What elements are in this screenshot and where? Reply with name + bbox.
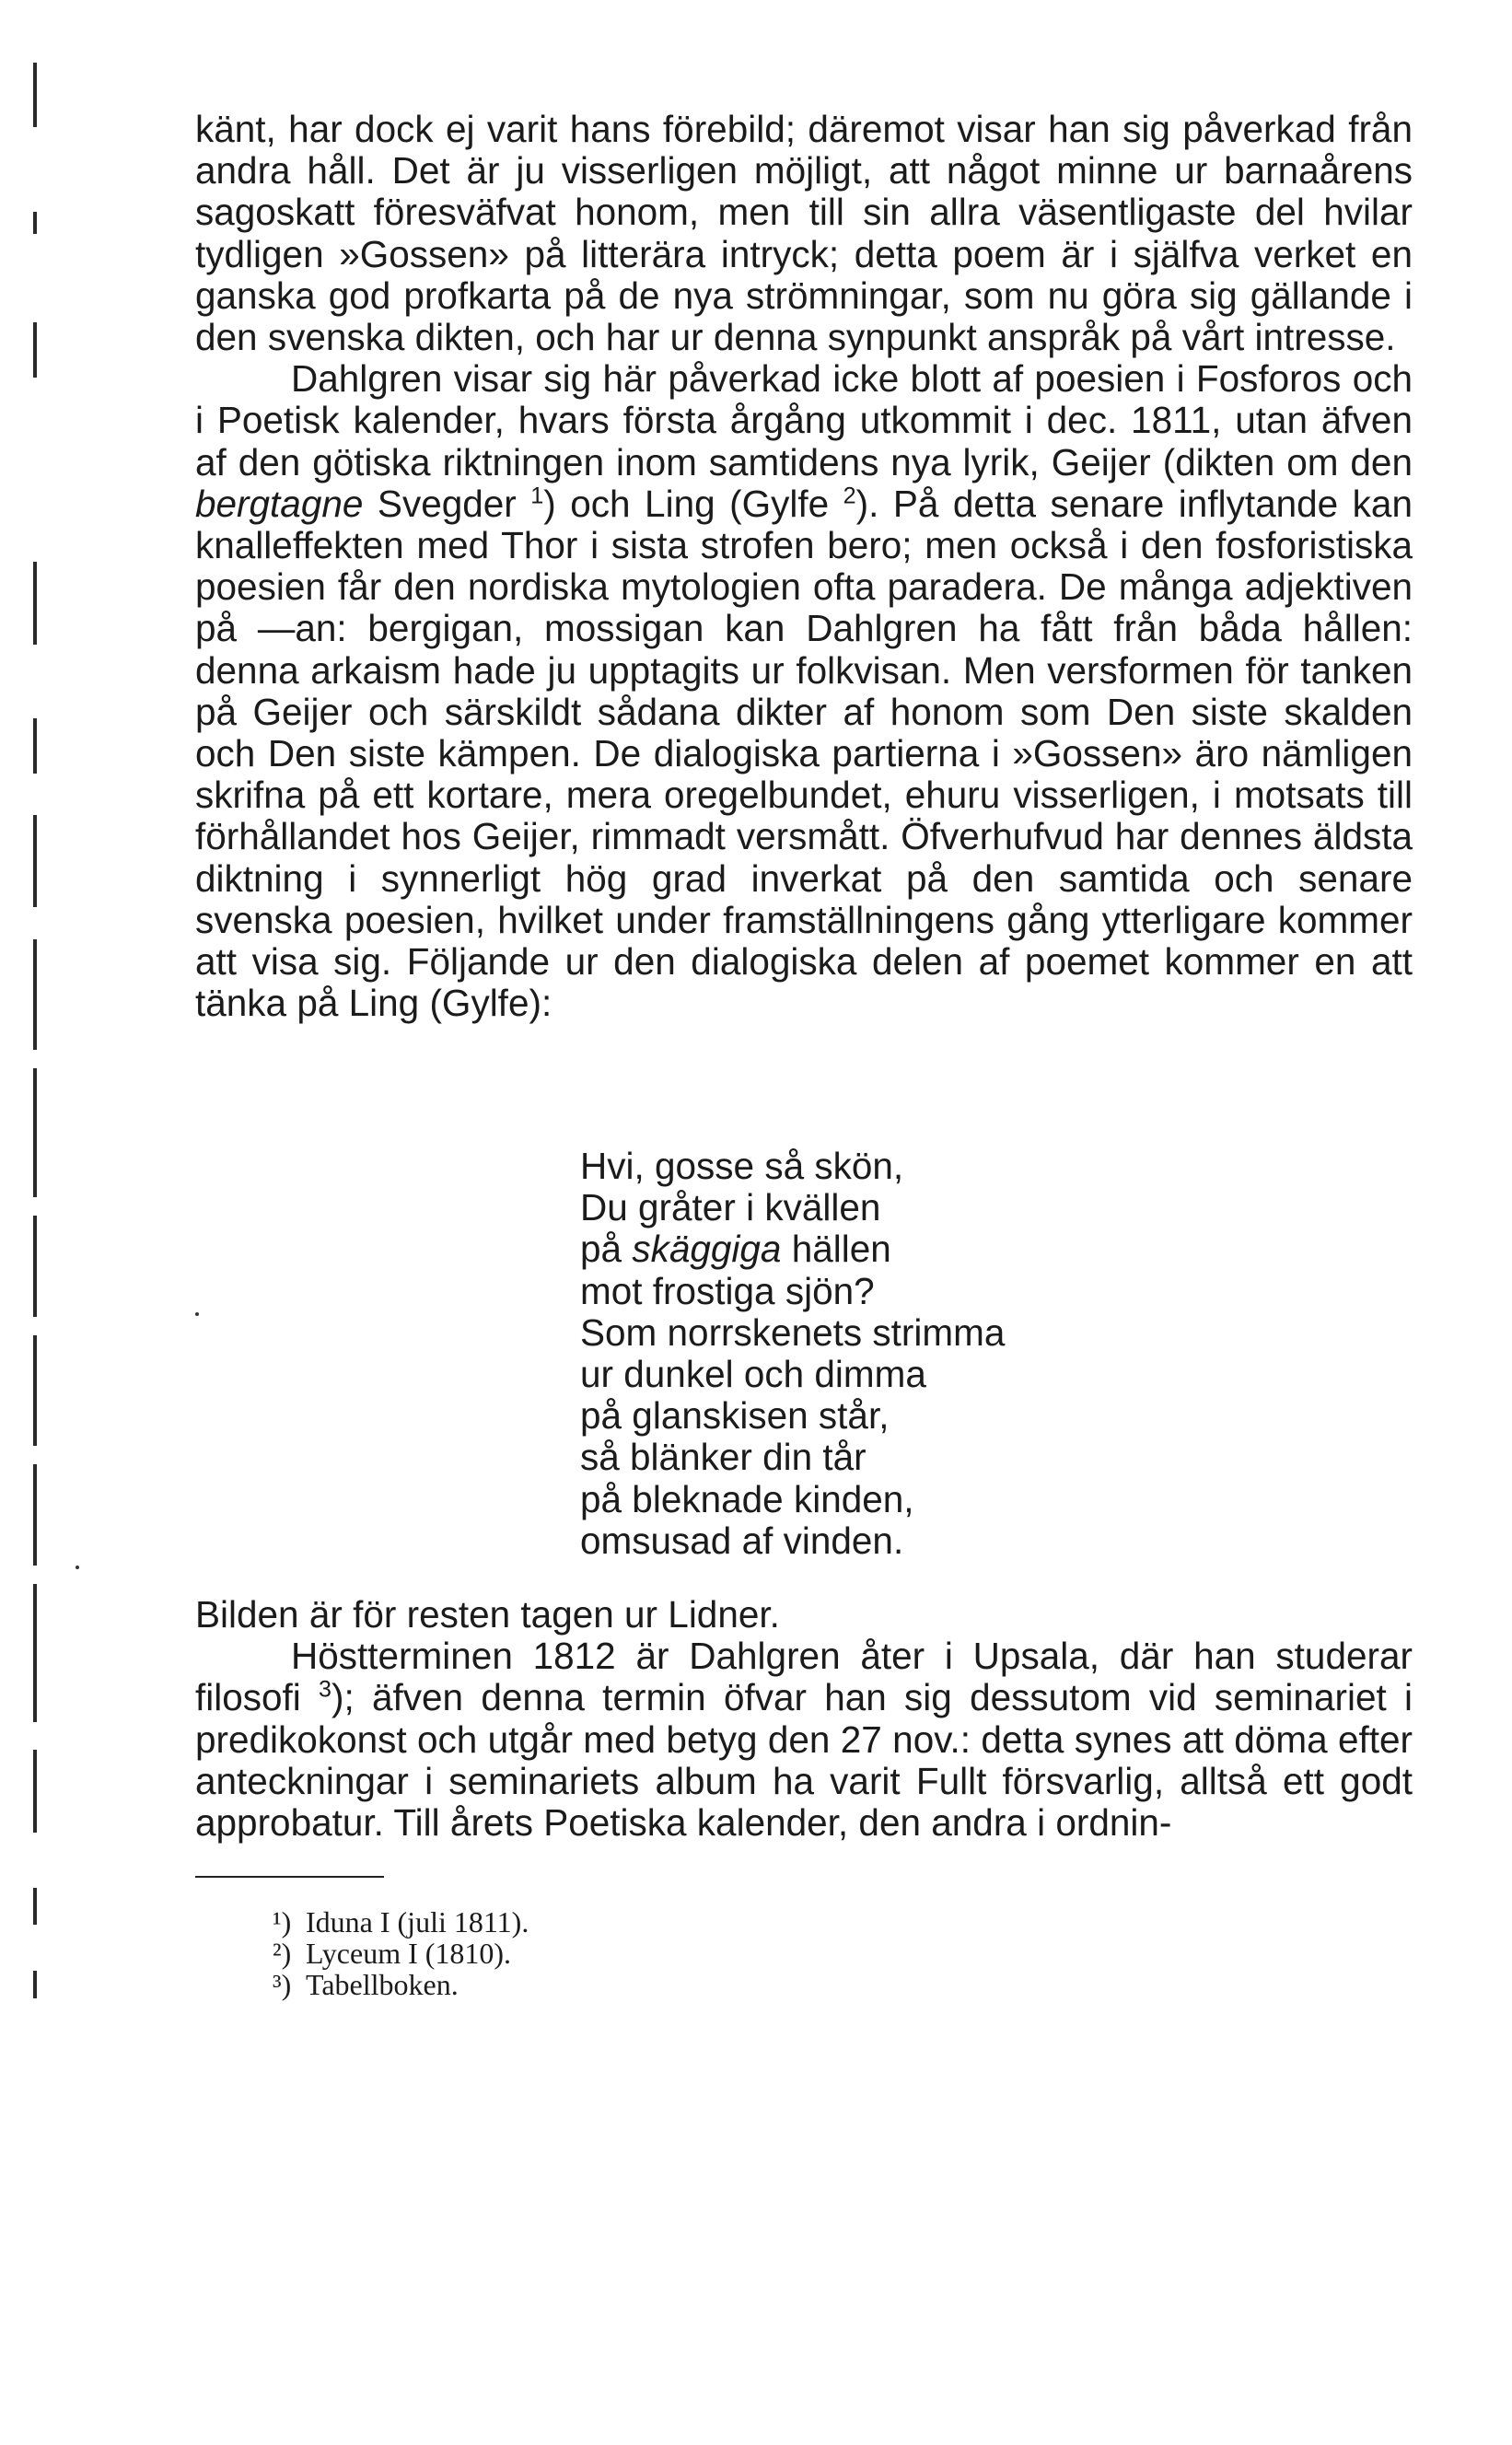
scan-speck	[76, 1566, 79, 1569]
scan-edge-mark	[33, 815, 37, 907]
paragraph-2-text-c: ) och Ling (Gylfe	[543, 482, 843, 525]
scan-edge-mark	[33, 1335, 37, 1446]
scan-edge-mark	[33, 1584, 37, 1722]
poem-line: Du gråter i kvällen	[580, 1186, 881, 1229]
poem-italic-word: skäggiga	[632, 1228, 782, 1271]
poem-line: så blänker din tår	[580, 1436, 866, 1479]
closing-text	[195, 1594, 1413, 1844]
paragraph-2-text-b: Svegder	[363, 482, 531, 525]
scan-edge-mark	[33, 1464, 37, 1566]
scan-edge-mark	[33, 562, 37, 645]
footnote-mark: ¹)	[273, 1905, 292, 1939]
paragraph-1-text: känt, har dock ej varit hans förebild; däremot visar han sig påverkad från andra håll. Det är ju visserligen möjligt, att något minne ur barnaårens sagoskatt föresväfvat honom, men till sin allra väsentligaste del hvilar tydligen »Gossen» på litterära intryck; detta poem är i själfva verket en ganska god profkarta på de nya strömningar, som nu göra sig gällande i den svenska dikten, och har ur denna synpunkt anspråk på vårt intresse.	[195, 108, 1413, 359]
poem-quote	[580, 1146, 1005, 1562]
footnote-ref-2: 2	[843, 483, 856, 509]
scan-speck	[195, 1312, 199, 1316]
main-text	[195, 109, 1413, 1024]
footnote-text: Tabellboken.	[306, 1968, 459, 2001]
paragraph-3: Bilden är för resten tagen ur Lidner.	[195, 1593, 780, 1636]
poem-line: ur dunkel och dimma	[580, 1353, 926, 1396]
poem-line: mot frostiga sjön?	[580, 1269, 875, 1312]
footnote-mark: ²)	[273, 1937, 292, 1970]
footnote-item	[273, 1938, 529, 1969]
paragraph-4-text-a: Höstterminen 1812 är Dahlgren åter i Upsala, där han studerar filosofi	[195, 1635, 1413, 1719]
footnote-mark: ³)	[273, 1968, 292, 2001]
footnote-text: Lyceum I (1810).	[306, 1937, 512, 1970]
footnote-item	[273, 1906, 529, 1938]
poem-line-part: på	[580, 1228, 633, 1271]
scan-edge-mark	[33, 212, 37, 234]
footnote-text: Iduna I (juli 1811).	[306, 1905, 529, 1939]
paragraph-2	[195, 358, 1413, 1024]
poem-line: omsusad af vinden.	[580, 1519, 904, 1562]
scan-edge-mark	[33, 1971, 37, 1998]
paragraph-4-text-b: ); äfven denna termin öfvar han sig dessutom vid seminariet i predikokonst och utgår med betyg den 27 nov.: detta synes att döma efter anteckningar i seminariets album ha varit Fullt försvarlig, alltså ett godt approbatur. Till årets Poetiska kalender, den andra i ordnin-	[195, 1676, 1413, 1845]
paragraph-2-text-a: Dahlgren visar sig här påverkad icke blott af poesien i Fosforos och i Poetisk kalender, hvars första årgång utkommit i dec. 1811, utan äfven af den götiska riktningen inom samtidens nya lyrik, Geijer (dikten om den	[195, 357, 1413, 483]
footnotes	[273, 1906, 529, 2000]
poem-line-part: hällen	[781, 1228, 891, 1271]
poem-line: Hvi, gosse så skön,	[580, 1145, 904, 1187]
scan-edge-mark	[33, 1888, 37, 1925]
poem-line	[580, 1228, 1005, 1270]
scan-edge-mark	[33, 1750, 37, 1833]
scan-edge-mark	[33, 1216, 37, 1317]
paragraph-4	[195, 1636, 1413, 1844]
poem-line: på glanskisen står,	[580, 1394, 890, 1438]
poem-line: på bleknade kinden,	[580, 1477, 914, 1520]
footnote-divider	[195, 1876, 384, 1878]
italic-word: bergtagne	[195, 482, 364, 525]
footnote-ref-3: 3	[319, 1676, 332, 1703]
footnote-ref-1: 1	[530, 483, 544, 509]
paragraph-1	[195, 109, 1413, 358]
scan-edge-mark	[33, 322, 37, 378]
footnote-item	[273, 1969, 529, 2000]
scan-edge-mark	[33, 718, 37, 774]
scan-edge-mark	[33, 1068, 37, 1197]
scan-edge-mark	[33, 939, 37, 1050]
poem-line: Som norrskenets strimma	[580, 1310, 1006, 1354]
paragraph-2-text-d: ). På detta senare inflytande kan knalleffekten med Thor i sista strofen bero; men också i den fosforistiska poesien får den nordiska mytologien ofta paradera. De många adjektiven på —an: bergigan, mossigan kan Dahlgren ha fått från båda hållen: denna arkaism hade ju upptagits ur folkvisan. Men versformen för tanken på Geijer och särskildt sådana dikter af honom som Den siste skalden och Den siste kämpen. De dialogiska partierna i »Gossen» äro nämligen skrifna på ett kortare, mera oregelbundet, ehuru visserligen, i motsats till förhållandet hos Geijer, rimmadt versmått. Öfverhufvud har dennes äldsta diktning i synnerligt hög grad inverkat på den samtida och senare svenska poesien, hvilket under framställningens gång ytterligare kommer att visa sig. Följande ur den dialogiska delen af poemet kommer en att tänka på Ling (Gylfe):	[195, 482, 1413, 1025]
scan-edge-mark	[33, 63, 37, 127]
